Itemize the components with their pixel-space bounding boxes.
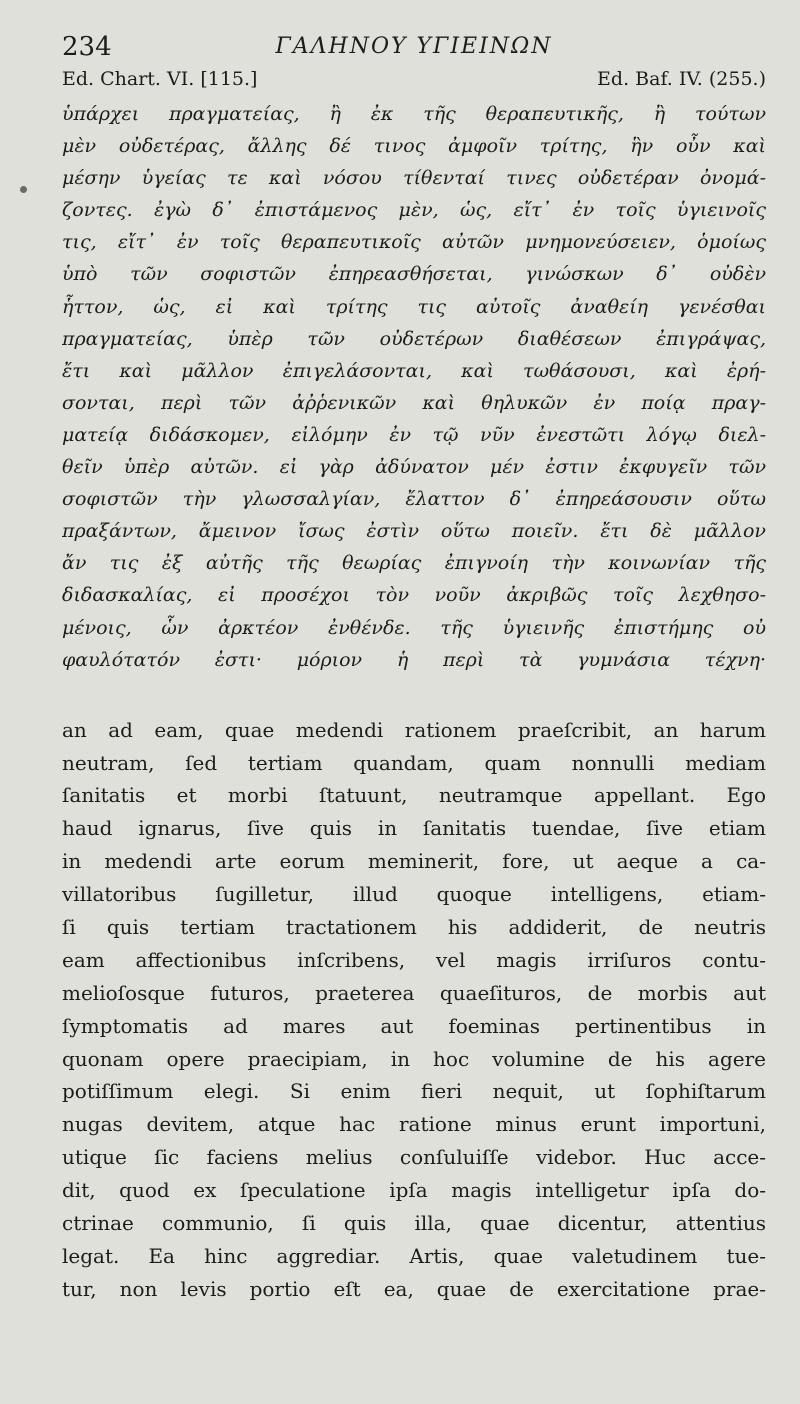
greek-line: θεῖν ὑπὲρ αὐτῶν. εἰ γὰρ ἀδύνατον μέν ἐστιν ἐκφυγεῖν τῶν: [62, 456, 766, 479]
latin-line: neutram, ſed tertiam quandam, quam nonnulli mediam: [62, 750, 766, 775]
latin-line: utique ſic faciens melius conſuluiſſe videbor. Huc acce-: [62, 1145, 766, 1170]
latin-line: tur, non levis portio eſt ea, quae de exercitatione prae-: [62, 1276, 766, 1301]
greek-line: πραγματείας, ὑπὲρ τῶν οὐδετέρων διαθέσεων ἐπιγράψας,: [62, 327, 766, 350]
greek-line: φαυλότατόν ἐστι· μόριον ἡ περὶ τὰ γυμνάσια τέχνη·: [62, 648, 766, 671]
greek-line: πραξάντων, ἄμεινον ἴσως ἐστὶν οὕτω ποιεῖν. ἔτι δὲ μᾶλλον: [62, 520, 766, 543]
ink-spot: [20, 186, 27, 193]
greek-line: ὑπάρχει πραγματείας, ἢ ἐκ τῆς θεραπευτικῆς, ἢ τούτων: [62, 103, 766, 125]
greek-line: ὑπὸ τῶν σοφιστῶν ἐπηρεασθήσεται, γινώσκων δ᾽ οὐδὲν: [62, 263, 766, 286]
greek-line: ἄν τις ἐξ αὐτῆς τῆς θεωρίας ἐπιγνοίη τὴν κοινωνίαν τῆς: [62, 552, 766, 575]
latin-line: legat. Ea hinc aggrediar. Artis, quae valetudinem tue-: [62, 1243, 766, 1268]
greek-line: μέσην ὑγείας τε καὶ νόσου τίθενταί τινες οὐδετέραν ὀνομά-: [62, 167, 766, 190]
greek-line: ματείᾳ διδάσκομεν, εἰλόμην ἐν τῷ νῦν ἐνεστῶτι λόγῳ διελ-: [62, 423, 766, 446]
page-number: 234: [62, 32, 112, 62]
greek-text-block: [62, 98, 766, 676]
running-head: [62, 26, 766, 66]
running-title: ΓΑΛΗΝΟΥ ΥΓΙΕΙΝΩΝ: [275, 34, 553, 59]
latin-line: ctrinae communio, ſi quis illa, quae dicentur, attentius: [62, 1211, 766, 1236]
greek-line: διδασκαλίας, εἰ προσέχοι τὸν νοῦν ἀκριβῶς τοῖς λεχθησο-: [62, 584, 766, 607]
latin-line: nugas devitem, atque hac ratione minus erunt importuni,: [62, 1112, 766, 1137]
greek-line: μὲν οὐδετέρας, ἄλλης δέ τινος ἀμφοῖν τρίτης, ἣν οὖν καὶ: [62, 135, 766, 158]
latin-line: melioſosque futuros, praeterea quaeſituros, de morbis aut: [62, 980, 766, 1005]
latin-line: potiſſimum elegi. Si enim fieri nequit, ut ſophiſtarum: [62, 1079, 766, 1104]
latin-line: ſanitatis et morbi ſtatuunt, neutramque appellant. Ego: [62, 783, 766, 808]
latin-line: villatoribus ſugilletur, illud quoque intelligens, etiam-: [62, 882, 766, 907]
latin-line: an ad eam, quae medendi rationem praeſcribit, an harum: [62, 717, 766, 742]
latin-text-block: [62, 714, 766, 1306]
edition-references: [62, 68, 766, 98]
edition-chartier: Ed. Chart. VI. [115.]: [62, 68, 258, 90]
greek-line: σοφιστῶν τὴν γλωσσαλγίαν, ἔλαττον δ᾽ ἐπηρεάσουσιν οὕτω: [62, 488, 766, 511]
greek-line: μένοις, ὧν ἀρκτέον ἐνθένδε. τῆς ὑγιεινῆς ἐπιστήμης οὐ: [62, 616, 766, 639]
latin-line: ſi quis tertiam tractationem his addiderit, de neutris: [62, 915, 766, 940]
greek-line: σονται, περὶ τῶν ἀῤῥενικῶν καὶ θηλυκῶν ἐν ποίᾳ πραγ-: [62, 391, 766, 414]
latin-line: haud ignarus, ſive quis in ſanitatis tuendae, ſive etiam: [62, 816, 766, 841]
greek-line: ἧττον, ὡς, εἰ καὶ τρίτης τις αὐτοῖς ἀναθείη γενέσθαι: [62, 295, 766, 318]
latin-line: dit, quod ex ſpeculatione ipſa magis intelligetur ipſa do-: [62, 1178, 766, 1203]
greek-line: ἔτι καὶ μᾶλλον ἐπιγελάσονται, καὶ τωθάσουσι, καὶ ἐρή-: [62, 359, 766, 382]
latin-line: in medendi arte eorum meminerit, fore, ut aeque a ca-: [62, 849, 766, 874]
edition-basel: Ed. Baf. IV. (255.): [597, 68, 766, 90]
greek-line: τις, εἴτ᾽ ἐν τοῖς θεραπευτικοῖς αὐτῶν μνημονεύσειεν, ὁμοίως: [62, 231, 766, 254]
greek-line: ζοντες. ἐγὼ δ᾽ ἐπιστάμενος μὲν, ὡς, εἴτ᾽ ἐν τοῖς ὑγιεινοῖς: [62, 199, 766, 222]
latin-line: ſymptomatis ad mares aut foeminas pertinentibus in: [62, 1013, 766, 1038]
latin-line: quonam opere praecipiam, in hoc volumine de his agere: [62, 1046, 766, 1071]
latin-line: eam affectionibus inſcribens, vel magis irriſuros contu-: [62, 947, 766, 972]
